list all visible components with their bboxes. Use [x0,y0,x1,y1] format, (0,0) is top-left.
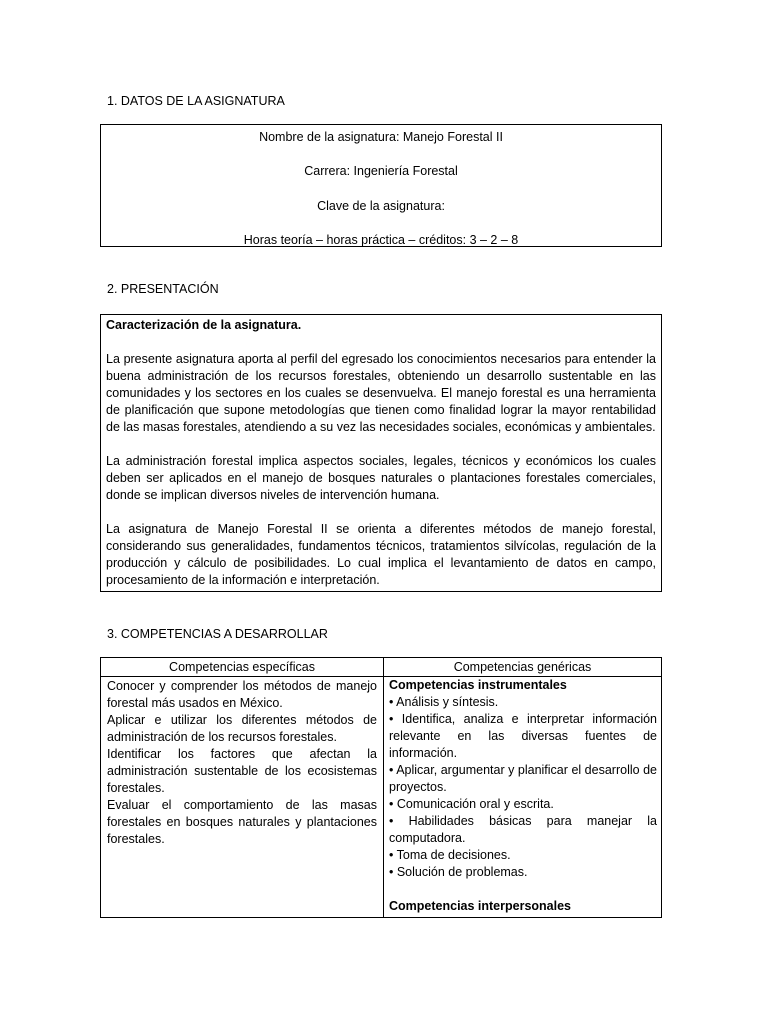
list-item: • Comunicación oral y escrita. [389,797,554,811]
competencies-table [100,657,662,918]
subject-data-box [100,124,662,247]
list-item: Conocer y comprender los métodos de manejo forestal más usados en México. [107,679,377,710]
instrumental-title: Competencias instrumentales [389,678,567,692]
list-item: • Identifica, analiza e interpretar información relevante en las diversas fuentes de información. [389,712,657,760]
paragraph: La administración forestal implica aspectos sociales, legales, técnicos y económicos los cuales deben ser aplicados en el manejo de bosques naturales o plantaciones forestales comerciales, donde se implican diversos niveles de intervención humana. [106,454,656,502]
interpersonal-title: Competencias interpersonales [389,899,572,913]
list-item: Identificar los factores que afectan la administración sustentable de los ecosistemas forestales. [107,747,377,795]
specific-competencies [107,678,377,848]
subject-name: Nombre de la asignatura: Manejo Forestal II [259,130,503,144]
list-item: • Habilidades básicas para manejar la computadora. [389,814,657,845]
paragraph: La asignatura de Manejo Forestal II se orienta a diferentes métodos de manejo forestal, considerando sus generalidades, fundamentos técnicos, tratamientos silvícolas, regulación de la producción y cálculo de posibilidades. Lo cual implica el levantamiento de datos en campo, procesamiento de la información e interpretación. [106,522,656,587]
column-header-specific: Competencias específicas [169,660,315,674]
list-item: Aplicar e utilizar los diferentes métodos de administración de los recursos forestales. [107,713,377,744]
generic-competencies [389,677,657,915]
section-1-heading: 1. DATOS DE LA ASIGNATURA [107,94,285,108]
list-item: • Solución de problemas. [389,865,528,879]
list-item: • Toma de decisiones. [389,848,511,862]
section-3-heading: 3. COMPETENCIAS A DESARROLLAR [107,627,328,641]
presentation-box [100,314,662,592]
column-header-generic: Competencias genéricas [453,660,592,674]
box-title: Caracterización de la asignatura. [106,318,302,332]
paragraph: La presente asignatura aporta al perfil del egresado los conocimientos necesarios para entender la buena administración de los recursos forestales, obteniendo un desarrollo sustentable en las comunidades y los sectores en los cuales se desenvuelva. El manejo forestal es una herramienta de planificación que supone metodologías que tienen como finalidad lograr la mayor rentabilidad de las masas forestales, atendiendo a su vez las necesidades sociales, económicas y ambientales. [106,352,656,434]
list-item: • Aplicar, argumentar y planificar el desarrollo de proyectos. [389,763,657,794]
list-item: Evaluar el comportamiento de las masas forestales en bosques naturales y plantaciones forestales. [107,798,377,846]
career: Carrera: Ingeniería Forestal [304,164,458,178]
subject-key: Clave de la asignatura: [317,199,445,213]
hours-credits: Horas teoría – horas práctica – créditos: 3 – 2 – 8 [243,233,519,247]
list-item: • Análisis y síntesis. [389,695,499,709]
section-2-heading: 2. PRESENTACIÓN [107,282,219,296]
